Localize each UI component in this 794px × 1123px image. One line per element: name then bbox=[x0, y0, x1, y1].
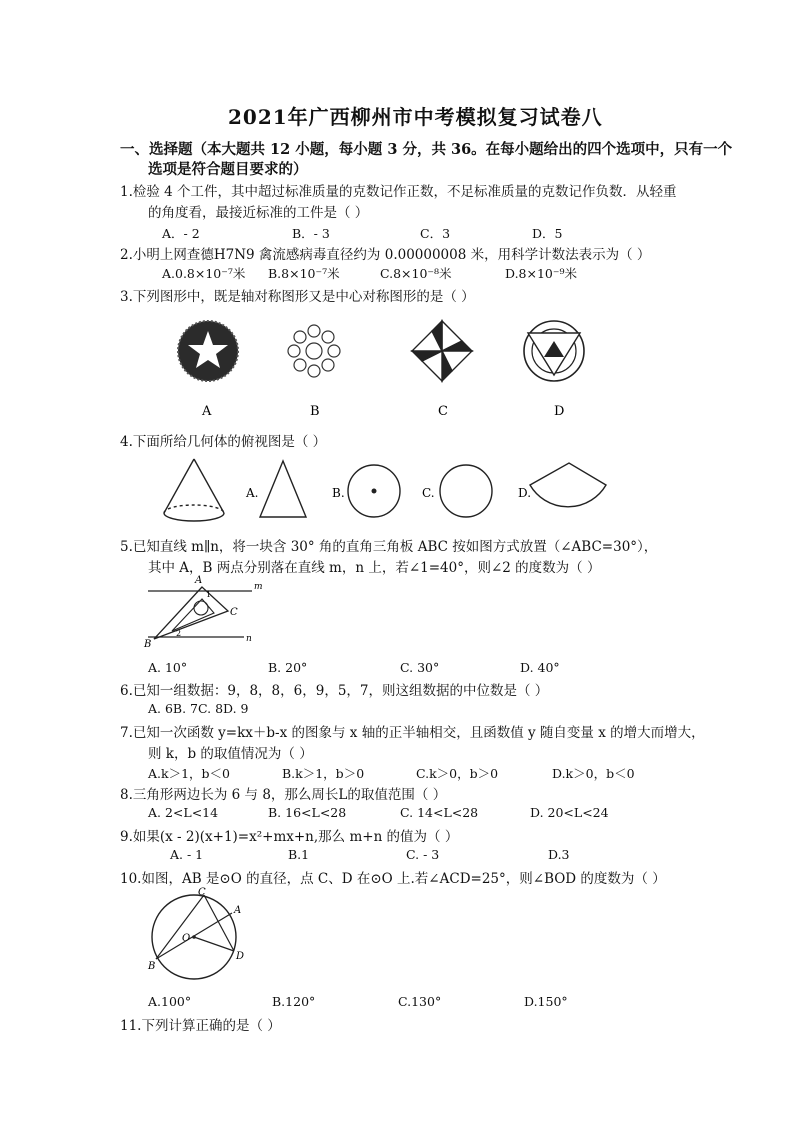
question-3: 3.下列图形中，既是轴对称图形又是中心对称图形的是（ ） bbox=[120, 289, 475, 305]
q7-option-d: D.k＞0，b＜0 bbox=[552, 766, 635, 781]
q9-option-d: D.3 bbox=[548, 847, 570, 862]
question-1-cont: 的角度看，最接近标准的工件是（ ） bbox=[148, 205, 369, 221]
cone-solid bbox=[164, 459, 224, 521]
svg-text:B: B bbox=[148, 961, 156, 972]
q1-option-c: C．3 bbox=[420, 226, 451, 241]
svg-text:A: A bbox=[195, 575, 203, 586]
question-7: 7.已知一次函数 y=kx＋b-x 的图象与 x 轴的正半轴相交，且函数值 y 随自变量 x 的增大而增大， bbox=[120, 725, 705, 741]
svg-text:C: C bbox=[198, 887, 206, 898]
q10-option-b: B.120° bbox=[272, 994, 316, 1009]
question-4: 4.下面所给几何体的俯视图是（ ） bbox=[120, 434, 327, 450]
q9-option-b: B.1 bbox=[288, 847, 310, 862]
q4-label-a: A. bbox=[246, 486, 259, 500]
q7-option-a: A.k＞1，b＜0 bbox=[148, 766, 230, 781]
figure-a-star-circle bbox=[178, 321, 238, 381]
q5-option-b: B. 20° bbox=[268, 660, 308, 675]
question-10: 10.如图，AB 是⊙O 的直径，点 C、D 在⊙O 上.若∠ACD=25°，则∠BOD 的度数为（ ） bbox=[120, 871, 666, 887]
q3-label-d: D bbox=[554, 404, 565, 419]
svg-text:n: n bbox=[246, 634, 252, 644]
section-header-cont: 选项是符合题目要求的） bbox=[148, 161, 308, 178]
q4-label-d: D. bbox=[518, 486, 532, 500]
q6-options: A. 6B. 7C. 8D. 9 bbox=[148, 701, 249, 716]
q7-option-b: B.k＞1，b＞0 bbox=[282, 766, 365, 781]
q5-figure bbox=[140, 573, 270, 648]
q4-label-c: C. bbox=[422, 486, 435, 500]
question-11: 11.下列计算正确的是（ ） bbox=[120, 1018, 281, 1034]
q2-option-a: A.0.8×10⁻⁷米 bbox=[162, 266, 246, 281]
figure-b-flower bbox=[288, 325, 340, 377]
section-header: 一、选择题（本大题共 12 小题，每小题 3 分，共 36。在每小题给出的四个选项中，只有一个 bbox=[120, 141, 733, 158]
question-5: 5.已知直线 m∥n，将一块含 30° 角的直角三角板 ABC 按如图方式放置（∠ABC=30°）， bbox=[120, 539, 658, 555]
q8-option-a: A. 2<L<14 bbox=[148, 805, 219, 820]
svg-text:B: B bbox=[144, 639, 152, 648]
q3-figures bbox=[170, 305, 600, 425]
option-c-circle bbox=[440, 465, 492, 517]
svg-text:A: A bbox=[234, 905, 242, 916]
q8-option-b: B. 16<L<28 bbox=[268, 805, 347, 820]
q3-label-b: B bbox=[310, 404, 320, 419]
svg-text:O: O bbox=[182, 933, 191, 944]
question-1: 1.检验 4 个工件，其中超过标准质量的克数记作正数，不足标准质量的克数记作负数．从轻重 bbox=[120, 184, 677, 200]
q1-option-a: A．- 2 bbox=[162, 226, 200, 241]
figure-c-pinwheel bbox=[412, 321, 472, 381]
question-6: 6.已知一组数据：9，8，8，6，9，5，7，则这组数据的中位数是（ ） bbox=[120, 683, 549, 699]
figure-d-circle-triangle bbox=[524, 321, 584, 381]
svg-text:C: C bbox=[230, 607, 238, 618]
q2-option-c: C.8×10⁻⁸米 bbox=[380, 266, 452, 281]
question-8: 8.三角形两边长为 6 与 8，那么周长L的取值范围（ ） bbox=[120, 787, 447, 803]
q1-option-b: B．- 3 bbox=[292, 226, 330, 241]
question-5-cont: 其中 A，B 两点分别落在直线 m，n 上，若∠1=40°，则∠2 的度数为（ ） bbox=[148, 560, 601, 576]
q2-option-d: D.8×10⁻⁹米 bbox=[505, 266, 577, 281]
q10-option-c: C.130° bbox=[398, 994, 442, 1009]
q5-option-d: D. 40° bbox=[520, 660, 560, 675]
page-title: 2021年广西柳州市中考模拟复习试卷八 bbox=[228, 105, 603, 129]
q1-option-d: D．5 bbox=[532, 226, 563, 241]
svg-text:2: 2 bbox=[176, 629, 182, 638]
option-a-triangle bbox=[260, 461, 306, 517]
svg-text:m: m bbox=[254, 582, 263, 592]
q5-option-a: A. 10° bbox=[148, 660, 188, 675]
q4-figures bbox=[150, 455, 620, 530]
q8-option-d: D. 20<L<24 bbox=[530, 805, 609, 820]
q9-option-a: A. - 1 bbox=[170, 847, 204, 862]
q2-option-b: B.8×10⁻⁷米 bbox=[268, 266, 340, 281]
q5-option-c: C. 30° bbox=[400, 660, 440, 675]
question-2: 2.小明上网查德H7N9 禽流感病毒直径约为 0.00000008 米，用科学计数法表示为（ ） bbox=[120, 247, 651, 263]
question-9: 9.如果(x - 2)(x+1)=x²+mx+n,那么 m+n 的值为（ ） bbox=[120, 829, 459, 845]
svg-text:D: D bbox=[236, 951, 245, 962]
question-7-cont: 则 k，b 的取值情况为（ ） bbox=[148, 746, 313, 762]
q10-option-d: D.150° bbox=[524, 994, 568, 1009]
option-d-sector bbox=[530, 463, 606, 507]
q3-label-c: C bbox=[438, 404, 448, 419]
q10-figure bbox=[140, 885, 260, 985]
q10-option-a: A.100° bbox=[148, 994, 192, 1009]
q7-option-c: C.k＞0，b＞0 bbox=[416, 766, 499, 781]
q4-label-b: B. bbox=[332, 486, 345, 500]
q8-option-c: C. 14<L<28 bbox=[400, 805, 479, 820]
svg-text:1: 1 bbox=[206, 590, 212, 599]
q3-label-a: A bbox=[202, 404, 212, 419]
q9-option-c: C. - 3 bbox=[406, 847, 440, 862]
